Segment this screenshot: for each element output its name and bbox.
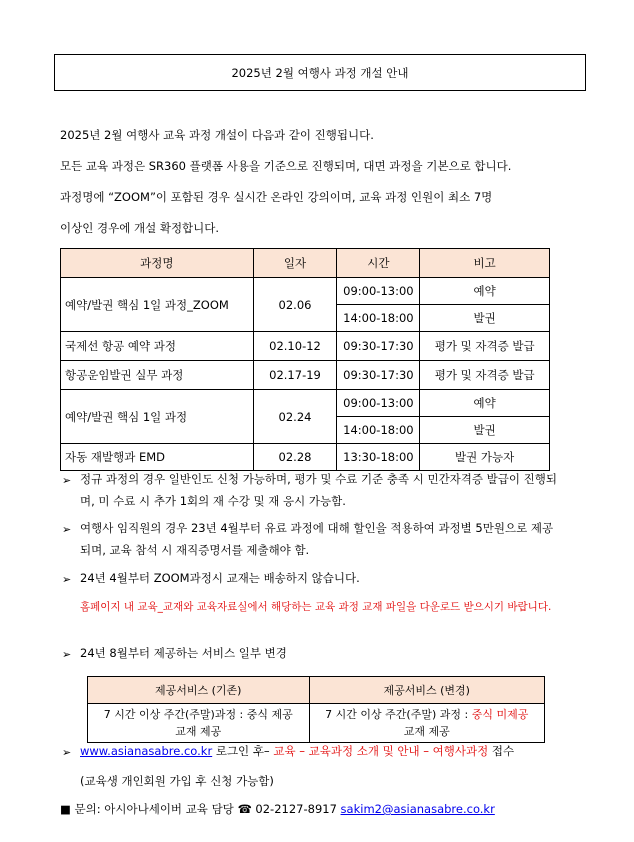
bullet-text-2: 여행사 임직원의 경우 23년 4월부터 유료 과정에 대해 할인을 적용하여 과정별 5만원으로 제공되며, 교육 참석 시 재직증명서를 제출해야 함. xyxy=(80,521,554,557)
service-header-after: 제공서비스 (변경) xyxy=(309,677,544,704)
header-note: 비고 xyxy=(420,249,550,278)
course-time: 09:00-13:00 xyxy=(337,390,420,417)
bullet-3-note: 홈페이지 내 교육_교재와 교육자료실에서 해당하는 교육 과정 교재 파일을 다운로드 받으시기 바랍니다. xyxy=(80,601,552,613)
course-date: 02.17-19 xyxy=(253,361,337,390)
contact-line xyxy=(60,801,495,817)
header-course: 과정명 xyxy=(61,249,254,278)
intro-line-4: 이상인 경우에 개설 확정합니다. xyxy=(60,221,220,235)
service-before-line-2: 교재 제공 xyxy=(175,725,222,738)
service-before-line-1: 7 시간 이상 주간(주말)과정 : 중식 제공 xyxy=(103,708,293,721)
course-date: 02.24 xyxy=(253,390,337,444)
service-header-row xyxy=(88,677,545,704)
bullet-text-1: 정규 과정의 경우 일반인도 신청 가능하며, 평가 및 수료 기준 충족 시 민간자격증 발급이 진행되며, 미 수료 시 추가 1회의 재 수강 및 재 응시 가능함. xyxy=(80,472,557,508)
schedule-table xyxy=(60,248,550,471)
course-note: 발권 xyxy=(420,417,550,444)
service-table xyxy=(87,676,545,743)
course-name: 자동 재발행과 EMD xyxy=(61,444,254,471)
course-note: 예약 xyxy=(420,278,550,305)
course-name: 항공운임발권 실무 과정 xyxy=(61,361,254,390)
course-time: 13:30-18:00 xyxy=(337,444,420,471)
service-after-line-2: 교재 제공 xyxy=(403,725,450,738)
course-note: 발권 xyxy=(420,305,550,332)
course-date: 02.28 xyxy=(253,444,337,471)
arrow-bullet-icon: ➢ xyxy=(62,474,72,487)
course-time: 09:30-17:30 xyxy=(337,332,420,361)
course-date: 02.10-12 xyxy=(253,332,337,361)
arrow-bullet-icon: ➢ xyxy=(62,523,72,536)
service-after-line-1 xyxy=(314,706,540,723)
header-date: 일자 xyxy=(253,249,337,278)
service-after-text: 7 시간 이상 주간(주말) 과정 : xyxy=(325,708,472,721)
arrow-bullet-icon: ➢ xyxy=(62,573,72,586)
service-header-before: 제공서비스 (기존) xyxy=(88,677,310,704)
table-row xyxy=(88,704,545,743)
page-title: 2025년 2월 여행사 과정 개설 안내 xyxy=(231,65,409,80)
website-path: 교육 – 교육과정 소개 및 안내 – 여행사과정 xyxy=(273,744,489,758)
table-row xyxy=(61,332,550,361)
intro-line-3: 과정명에 “ZOOM”이 포함된 경우 실시간 온라인 강의이며, 교육 과정 인원이 최소 7명 xyxy=(60,190,493,204)
website-line xyxy=(80,740,560,762)
website-tail: 접수 xyxy=(488,744,515,758)
course-note: 평가 및 자격증 발급 xyxy=(420,361,550,390)
course-note: 예약 xyxy=(420,390,550,417)
service-after-highlight: 중식 미제공 xyxy=(471,708,529,721)
page-title-box xyxy=(54,54,586,91)
course-time: 09:00-13:00 xyxy=(337,278,420,305)
service-before-cell xyxy=(88,704,310,743)
course-note: 평가 및 자격증 발급 xyxy=(420,332,550,361)
header-time: 시간 xyxy=(337,249,420,278)
website-after-url: 로그인 후– xyxy=(212,744,274,758)
service-after-cell xyxy=(309,704,544,743)
course-name: 국제선 항공 예약 과정 xyxy=(61,332,254,361)
bullet-text-4: 24년 8월부터 제공하는 서비스 일부 변경 xyxy=(80,646,287,660)
arrow-bullet-icon: ➢ xyxy=(62,746,72,759)
table-row xyxy=(61,278,550,305)
course-time: 14:00-18:00 xyxy=(337,417,420,444)
course-time: 09:30-17:30 xyxy=(337,361,420,390)
contact-label: 문의: 아시아나세이버 교육 담당 ☎ 02-2127-8917 xyxy=(74,802,341,816)
course-name: 예약/발권 핵심 1일 과정 xyxy=(61,390,254,444)
table-row xyxy=(61,390,550,417)
course-date: 02.06 xyxy=(253,278,337,332)
square-bullet-icon: ■ xyxy=(60,802,71,816)
course-note: 발권 가능자 xyxy=(420,444,550,471)
course-time: 14:00-18:00 xyxy=(337,305,420,332)
intro-line-1: 2025년 2월 여행사 교육 과정 개설이 다음과 같이 진행됩니다. xyxy=(60,128,374,142)
table-row xyxy=(61,444,550,471)
table-row xyxy=(61,361,550,390)
bullet-text-3: 24년 4월부터 ZOOM과정시 교재는 배송하지 않습니다. xyxy=(80,571,360,585)
course-name: 예약/발권 핵심 1일 과정_ZOOM xyxy=(61,278,254,332)
intro-line-2: 모든 교육 과정은 SR360 플랫폼 사용을 기준으로 진행되며, 대면 과정을 기본으로 합니다. xyxy=(60,159,512,173)
schedule-header-row xyxy=(61,249,550,278)
website-link[interactable]: www.asianasabre.co.kr xyxy=(80,744,213,758)
arrow-bullet-icon: ➢ xyxy=(62,648,72,661)
website-note: (교육생 개인회원 가입 후 신청 가능함) xyxy=(80,774,274,788)
contact-email-link[interactable]: sakim2@asianasabre.co.kr xyxy=(340,802,495,816)
